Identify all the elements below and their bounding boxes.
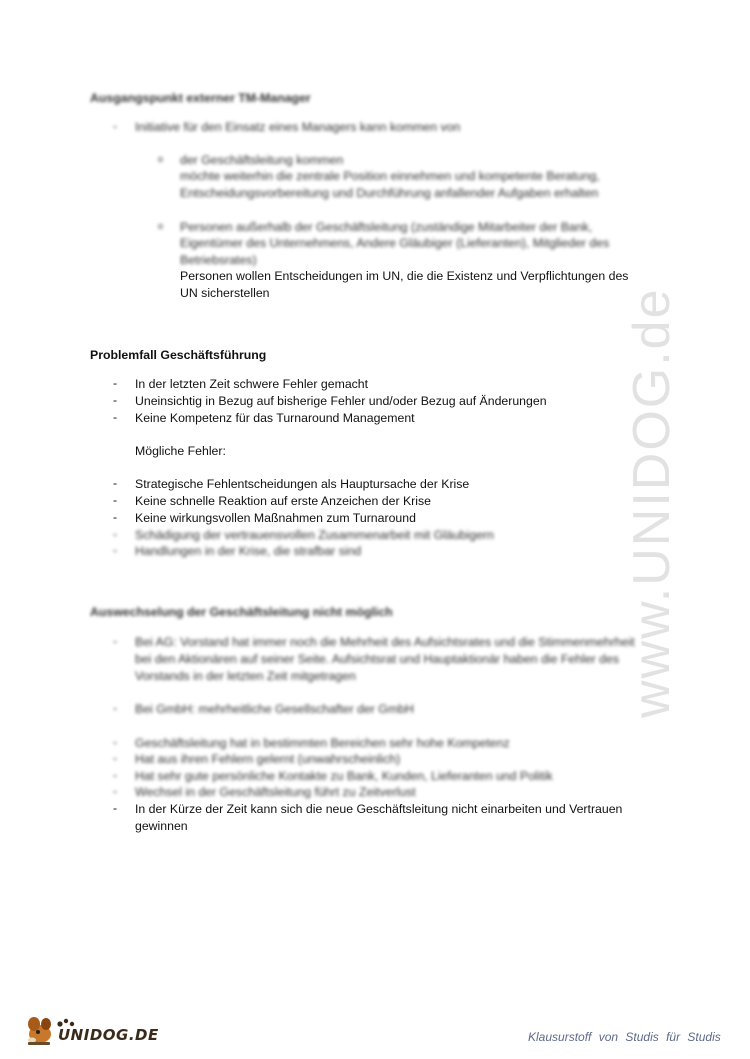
bullet-dash: - — [113, 784, 118, 798]
sub-bullet-line: Eigentümer des Unternehmens, Andere Gläubiger (Lieferanten), Mitglieder des — [180, 236, 610, 250]
bullet-text: Bei AG: Vorstand hat immer noch die Mehrheit des Aufsichtsrates und die Stimmenmehrheit — [135, 635, 635, 649]
bullet-dash: - — [113, 393, 118, 407]
bullet-text: Uneinsichtig in Bezug auf bisherige Fehler und/oder Bezug auf Änderungen — [135, 394, 547, 408]
sub-bullet-line: Personen außerhalb der Geschäftsleitung (zuständige Mitarbeiter der Bank, — [180, 220, 593, 234]
bullet-text: Strategische Fehlentscheidungen als Hauptursache der Krise — [135, 477, 470, 491]
bullet-text: Initiative für den Einsatz eines Managers kann kommen von — [135, 120, 461, 134]
sub-bullet-line: UN sicherstellen — [180, 286, 270, 300]
bullet-dash: - — [113, 510, 118, 524]
bullet-dash: - — [113, 410, 118, 424]
bullet-dash: - — [113, 801, 118, 815]
bullet-dash: - — [113, 493, 118, 507]
sub-bullet-line: möchte weiterhin die zentrale Position einnehmen und kompetente Beratung, — [180, 169, 600, 183]
logo-text: UNIDOG.DE — [58, 1026, 159, 1044]
bullet-text: In der letzten Zeit schwere Fehler gemacht — [135, 377, 369, 391]
section-heading: Ausgangspunkt externer TM-Manager — [90, 91, 311, 105]
bullet-text: Keine schnelle Reaktion auf erste Anzeichen der Krise — [135, 494, 431, 508]
bullet-dash: - — [113, 768, 118, 782]
bullet-text: bei den Aktionären auf seiner Seite. Aufsichtsrat und Hauptaktionär haben die Fehler des — [135, 652, 619, 666]
subheading: Mögliche Fehler: — [135, 444, 226, 458]
bullet-text: Handlungen in der Krise, die strafbar sind — [135, 544, 362, 558]
bullet-text: Vorstands in der letzten Zeit mitgetragen — [135, 669, 356, 683]
bullet-dash: - — [113, 476, 118, 490]
section-heading: Problemfall Geschäftsführung — [90, 348, 267, 362]
bullet-dash: - — [113, 735, 118, 749]
bullet-dash: - — [113, 376, 118, 390]
watermark: www.UNIDOG.de — [623, 287, 681, 718]
bullet-dash: - — [113, 634, 118, 648]
bullet-text: Keine wirkungsvollen Maßnahmen zum Turnaround — [135, 511, 416, 525]
bullet-dash: - — [113, 701, 118, 715]
bullet-text: Hat aus ihren Fehlern gelernt (unwahrscheinlich) — [135, 752, 401, 766]
footer-tagline: Klausurstoff von Studis für Studis — [528, 1030, 721, 1044]
bullet-text: Bei GmbH: mehrheitliche Gesellschafter der GmbH — [135, 702, 414, 716]
bullet-text: In der Kürze der Zeit kann sich die neue Geschäftsleitung nicht einarbeiten und Vertrauen — [135, 802, 623, 816]
sub-bullet-line: Entscheidungsvorbereitung und Durchführung anfallender Aufgaben erhalten — [180, 186, 599, 200]
sub-bullet-marker: o — [158, 221, 164, 231]
sub-bullet-line: Personen wollen Entscheidungen im UN, die die Existenz und Verpflichtungen des — [180, 269, 629, 283]
bullet-dash: - — [113, 119, 118, 133]
bullet-text: Geschäftsleitung hat in bestimmten Bereichen sehr hohe Kompetenz — [135, 736, 510, 750]
sub-bullet-line: Betriebsrates) — [180, 253, 257, 267]
bullet-text: Keine Kompetenz für das Turnaround Management — [135, 411, 415, 425]
sub-bullet-marker: o — [158, 154, 164, 164]
section-heading: Auswechselung der Geschäftsleitung nicht möglich — [90, 605, 393, 619]
bullet-text: Schädigung der vertrauensvollen Zusammenarbeit mit Gläubigern — [135, 528, 494, 542]
bullet-dash: - — [113, 527, 118, 541]
bullet-dash: - — [113, 543, 118, 557]
bullet-text: Hat sehr gute persönliche Kontakte zu Bank, Kunden, Lieferanten und Politik — [135, 769, 553, 783]
bullet-dash: - — [113, 751, 118, 765]
sub-bullet-line: der Geschäftsleitung kommen — [180, 153, 344, 167]
bullet-text: gewinnen — [135, 819, 188, 833]
bullet-text: Wechsel in der Geschäftsleitung führt zu Zeitverlust — [135, 785, 416, 799]
